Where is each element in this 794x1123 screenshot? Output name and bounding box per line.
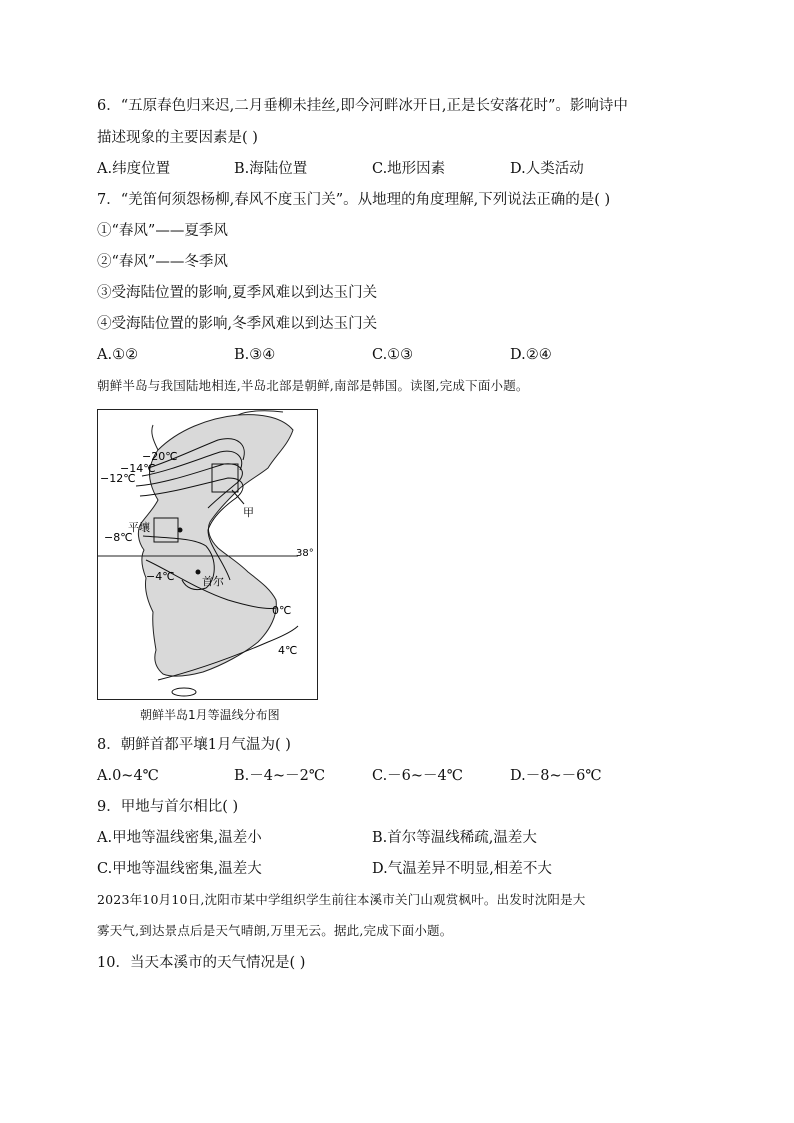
q7-option-c: C.①③	[372, 347, 414, 363]
label-minus14: −14℃	[120, 462, 156, 475]
q9-options-row1	[97, 828, 717, 848]
isotherm-map-svg	[98, 410, 317, 699]
benxi-intro-line2: 雾天气,到达景点后是天气晴朗,万里无云。据此,完成下面小题。	[97, 923, 453, 938]
q7-options	[97, 345, 717, 365]
q9-options-row2	[97, 859, 717, 879]
q8-option-c: C.－6~－4℃	[372, 768, 464, 784]
q9-stem: 9．甲地与首尔相比( )	[97, 799, 239, 815]
q10-stem: 10．当天本溪市的天气情况是( )	[97, 955, 306, 971]
q6-stem-line2: 描述现象的主要因素是( )	[97, 130, 258, 146]
label-minus8: −8℃	[104, 531, 133, 544]
q7-item-1: ①“春风”——夏季风	[97, 223, 228, 239]
q9-option-c: C.甲地等温线密集,温差大	[97, 861, 262, 877]
isotherm-map	[97, 409, 318, 700]
label-0c: 0℃	[272, 604, 292, 617]
label-minus20: −20℃	[142, 450, 178, 463]
korea-intro: 朝鲜半岛与我国陆地相连,半岛北部是朝鲜,南部是韩国。读图,完成下面小题。	[97, 378, 529, 393]
map-caption: 朝鲜半岛1月等温线分布图	[140, 708, 280, 722]
q7-item-4: ④受海陆位置的影响,冬季风难以到达玉门关	[97, 316, 378, 332]
label-minus12: −12℃	[100, 472, 136, 485]
q6-stem-line1: 6．“五原春色归来迟,二月垂柳未挂丝,即今河畔冰开日,正是长安落花时”。影响诗中	[97, 98, 628, 114]
q6-option-b: B.海陆位置	[234, 161, 308, 177]
label-38: 38°	[296, 548, 314, 559]
seoul-dot	[196, 570, 201, 575]
q6-option-a: A.纬度位置	[97, 161, 171, 177]
q6-options	[97, 159, 717, 179]
q7-item-2: ②“春风”——冬季风	[97, 254, 228, 270]
q7-stem: 7．“羌笛何须怨杨柳,春风不度玉门关”。从地理的角度理解,下列说法正确的是( )	[97, 192, 611, 208]
q9-option-d: D.气温差异不明显,相差不大	[372, 861, 552, 877]
q9-option-b: B.首尔等温线稀疏,温差大	[372, 830, 537, 846]
q9-option-a: A.甲地等温线密集,温差小	[97, 830, 262, 846]
q6-option-d: D.人类活动	[510, 161, 584, 177]
q6-option-c: C.地形因素	[372, 161, 446, 177]
label-pyongyang: 平壤	[128, 521, 150, 534]
q8-option-a: A.0~4℃	[97, 768, 159, 784]
benxi-intro-line1: 2023年10月10日,沈阳市某中学组织学生前往本溪市关门山观赏枫叶。出发时沈阳是大	[97, 892, 586, 907]
q8-option-d: D.－8~－6℃	[510, 768, 602, 784]
q8-option-b: B.－4~－2℃	[234, 768, 326, 784]
q8-stem: 8．朝鲜首都平壤1月气温为( )	[97, 737, 291, 753]
label-minus4: −4℃	[146, 570, 175, 583]
q7-option-b: B.③④	[234, 347, 276, 363]
q7-item-3: ③受海陆位置的影响,夏季风难以到达玉门关	[97, 285, 378, 301]
q8-options	[97, 766, 717, 786]
label-seoul: 首尔	[202, 575, 224, 588]
pyongyang-dot	[178, 528, 183, 533]
q7-option-d: D.②④	[510, 347, 552, 363]
label-4c: 4℃	[278, 644, 298, 657]
q7-option-a: A.①②	[97, 347, 139, 363]
label-jia: 甲	[243, 506, 254, 519]
